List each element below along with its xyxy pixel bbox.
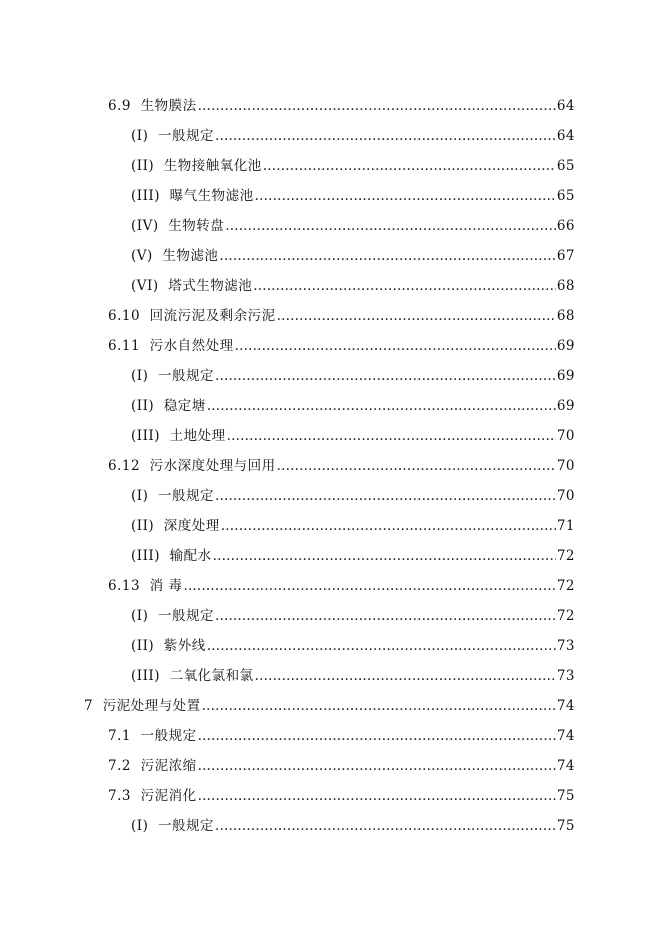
- toc-entry-title: 土地处理: [169, 428, 226, 444]
- toc-entry-line: [131, 814, 662, 834]
- dot-leader: [253, 278, 556, 294]
- dot-leader: [198, 758, 556, 774]
- toc-entry-page: 70: [556, 488, 575, 504]
- toc-entry-title: 塔式生物滤池: [168, 278, 253, 294]
- toc-entry-line: [131, 604, 662, 624]
- toc-entry[interactable]: [0, 659, 662, 689]
- toc-entry-line: [131, 154, 662, 174]
- dot-leader: [255, 188, 556, 204]
- toc-entry-title: 曝气生物滤池: [169, 188, 254, 204]
- dot-leader: [207, 638, 556, 654]
- toc-entry[interactable]: [0, 539, 662, 569]
- toc-entry-line: [108, 724, 662, 744]
- toc-entry-page: 70: [556, 428, 575, 444]
- toc-entry-title: 生物转盘: [168, 218, 225, 234]
- toc-entry-number: (III): [131, 188, 161, 204]
- toc-entry-title: 二氧化氯和氯: [169, 668, 254, 684]
- toc-entry-line: [131, 124, 662, 144]
- toc-entry-number: (I): [131, 488, 149, 504]
- toc-entry[interactable]: [0, 719, 662, 749]
- toc-entry-page: 73: [556, 638, 575, 654]
- toc-entry-title: 生物滤池: [162, 248, 219, 264]
- toc-entry[interactable]: [0, 359, 662, 389]
- toc-entry-number: (I): [131, 818, 149, 834]
- dot-leader: [219, 248, 555, 264]
- dot-leader: [215, 128, 556, 144]
- toc-entry-title: 输配水: [169, 548, 212, 564]
- dot-leader: [198, 98, 556, 114]
- toc-entry[interactable]: [0, 329, 662, 359]
- table-of-contents: [0, 89, 662, 839]
- toc-entry[interactable]: [0, 599, 662, 629]
- toc-entry[interactable]: [0, 749, 662, 779]
- toc-entry-page: 73: [556, 668, 575, 684]
- toc-entry-number: (I): [131, 128, 149, 144]
- toc-entry-number: 7.1: [108, 728, 131, 744]
- toc-entry[interactable]: [0, 179, 662, 209]
- toc-entry-title: 污泥消化: [140, 788, 197, 804]
- toc-entry-number: (II): [131, 158, 155, 174]
- toc-entry-line: [108, 784, 662, 804]
- toc-entry[interactable]: [0, 269, 662, 299]
- toc-entry-page: 69: [556, 368, 575, 384]
- toc-entry-title: 一般规定: [157, 488, 214, 504]
- dot-leader: [263, 158, 556, 174]
- dot-leader: [225, 218, 556, 234]
- toc-entry-number: (II): [131, 398, 155, 414]
- toc-entry-line: [131, 424, 662, 444]
- toc-entry-line: [131, 664, 662, 684]
- toc-entry-title: 一般规定: [157, 128, 214, 144]
- toc-entry-line: [131, 514, 662, 534]
- toc-entry-page: 69: [556, 338, 575, 354]
- toc-entry-line: [131, 184, 662, 204]
- toc-entry-title: 生物膜法: [140, 98, 197, 114]
- toc-entry-title: 一般规定: [157, 608, 214, 624]
- toc-entry-number: 6.13: [108, 578, 141, 594]
- toc-entry-number: (V): [131, 248, 153, 264]
- toc-entry-line: [131, 274, 662, 294]
- dot-leader: [255, 668, 556, 684]
- toc-entry-title: 深度处理: [163, 518, 220, 534]
- toc-entry-line: [131, 244, 662, 264]
- toc-entry-line: [108, 454, 662, 474]
- toc-entry-page: 64: [556, 128, 575, 144]
- toc-entry-number: 6.11: [108, 338, 141, 354]
- dot-leader: [221, 518, 556, 534]
- toc-entry-line: [131, 634, 662, 654]
- toc-entry-number: (IV): [131, 218, 159, 234]
- dot-leader: [215, 488, 556, 504]
- dot-leader: [215, 818, 556, 834]
- toc-entry-number: (I): [131, 368, 149, 384]
- toc-entry[interactable]: [0, 779, 662, 809]
- toc-entry-number: 7.2: [108, 758, 131, 774]
- toc-entry-page: 75: [556, 818, 575, 834]
- toc-entry-title: 生物接触氧化池: [163, 158, 262, 174]
- dot-leader: [215, 608, 556, 624]
- toc-entry[interactable]: [0, 149, 662, 179]
- toc-entry[interactable]: [0, 89, 662, 119]
- toc-entry-line: [108, 754, 662, 774]
- toc-entry-title: 回流污泥及剩余污泥: [149, 308, 276, 324]
- dot-leader: [183, 578, 555, 594]
- toc-entry[interactable]: [0, 389, 662, 419]
- toc-entry-number: (III): [131, 428, 161, 444]
- toc-entry[interactable]: [0, 419, 662, 449]
- toc-entry-page: 72: [556, 548, 575, 564]
- toc-entry[interactable]: [0, 509, 662, 539]
- toc-entry-title: 消 毒: [149, 578, 183, 594]
- toc-entry[interactable]: [0, 239, 662, 269]
- toc-entry-line: [108, 334, 662, 354]
- toc-entry-number: 6.9: [108, 98, 131, 114]
- toc-entry[interactable]: [0, 809, 662, 839]
- toc-entry-number: 6.12: [108, 458, 141, 474]
- toc-entry[interactable]: [0, 119, 662, 149]
- toc-entry-page: 68: [556, 278, 575, 294]
- toc-entry[interactable]: [0, 689, 662, 719]
- toc-entry-line: [84, 694, 662, 714]
- toc-entry-page: 74: [556, 698, 575, 714]
- toc-entry-number: (II): [131, 638, 155, 654]
- toc-entry[interactable]: [0, 299, 662, 329]
- toc-entry-page: 67: [556, 248, 575, 264]
- toc-entry-page: 69: [556, 398, 575, 414]
- toc-entry[interactable]: [0, 449, 662, 479]
- toc-entry-title: 污水深度处理与回用: [149, 458, 276, 474]
- toc-entry-page: 71: [556, 518, 575, 534]
- toc-entry-title: 紫外线: [163, 638, 206, 654]
- toc-entry-title: 污泥浓缩: [140, 758, 197, 774]
- toc-entry-page: 70: [556, 458, 575, 474]
- toc-entry-page: 75: [556, 788, 575, 804]
- dot-leader: [207, 398, 556, 414]
- toc-entry-title: 一般规定: [157, 818, 214, 834]
- dot-leader: [198, 728, 556, 744]
- dot-leader: [202, 698, 556, 714]
- toc-entry[interactable]: [0, 479, 662, 509]
- toc-entry-line: [131, 544, 662, 564]
- toc-entry-page: 65: [556, 158, 575, 174]
- toc-entry-title: 稳定塘: [163, 398, 206, 414]
- toc-entry-page: 64: [556, 98, 575, 114]
- toc-entry-number: 6.10: [108, 308, 141, 324]
- toc-entry-number: (II): [131, 518, 155, 534]
- toc-entry-line: [131, 364, 662, 384]
- toc-entry-page: 65: [556, 188, 575, 204]
- toc-entry-page: 68: [556, 308, 575, 324]
- toc-entry-number: 7: [84, 698, 94, 714]
- toc-entry-line: [108, 304, 662, 324]
- toc-entry-title: 污泥处理与处置: [102, 698, 201, 714]
- toc-entry-line: [131, 214, 662, 234]
- toc-entry-number: (I): [131, 608, 149, 624]
- toc-entry-line: [108, 94, 662, 114]
- dot-leader: [213, 548, 556, 564]
- toc-entry[interactable]: [0, 569, 662, 599]
- toc-entry-title: 一般规定: [140, 728, 197, 744]
- toc-entry[interactable]: [0, 209, 662, 239]
- toc-entry-page: 74: [556, 758, 575, 774]
- dot-leader: [227, 428, 556, 444]
- toc-entry-number: (VI): [131, 278, 159, 294]
- toc-entry-number: (III): [131, 668, 161, 684]
- dot-leader: [277, 458, 556, 474]
- toc-entry-number: 7.3: [108, 788, 131, 804]
- toc-entry-title: 污水自然处理: [149, 338, 234, 354]
- toc-entry-number: (III): [131, 548, 161, 564]
- toc-entry-page: 72: [556, 578, 575, 594]
- toc-entry[interactable]: [0, 629, 662, 659]
- toc-entry-line: [131, 394, 662, 414]
- toc-entry-title: 一般规定: [157, 368, 214, 384]
- toc-entry-line: [131, 484, 662, 504]
- toc-entry-page: 66: [556, 218, 575, 234]
- toc-entry-line: [108, 574, 662, 594]
- dot-leader: [277, 308, 556, 324]
- dot-leader: [198, 788, 556, 804]
- dot-leader: [215, 368, 556, 384]
- toc-entry-page: 74: [556, 728, 575, 744]
- toc-entry-page: 72: [556, 608, 575, 624]
- dot-leader: [235, 338, 556, 354]
